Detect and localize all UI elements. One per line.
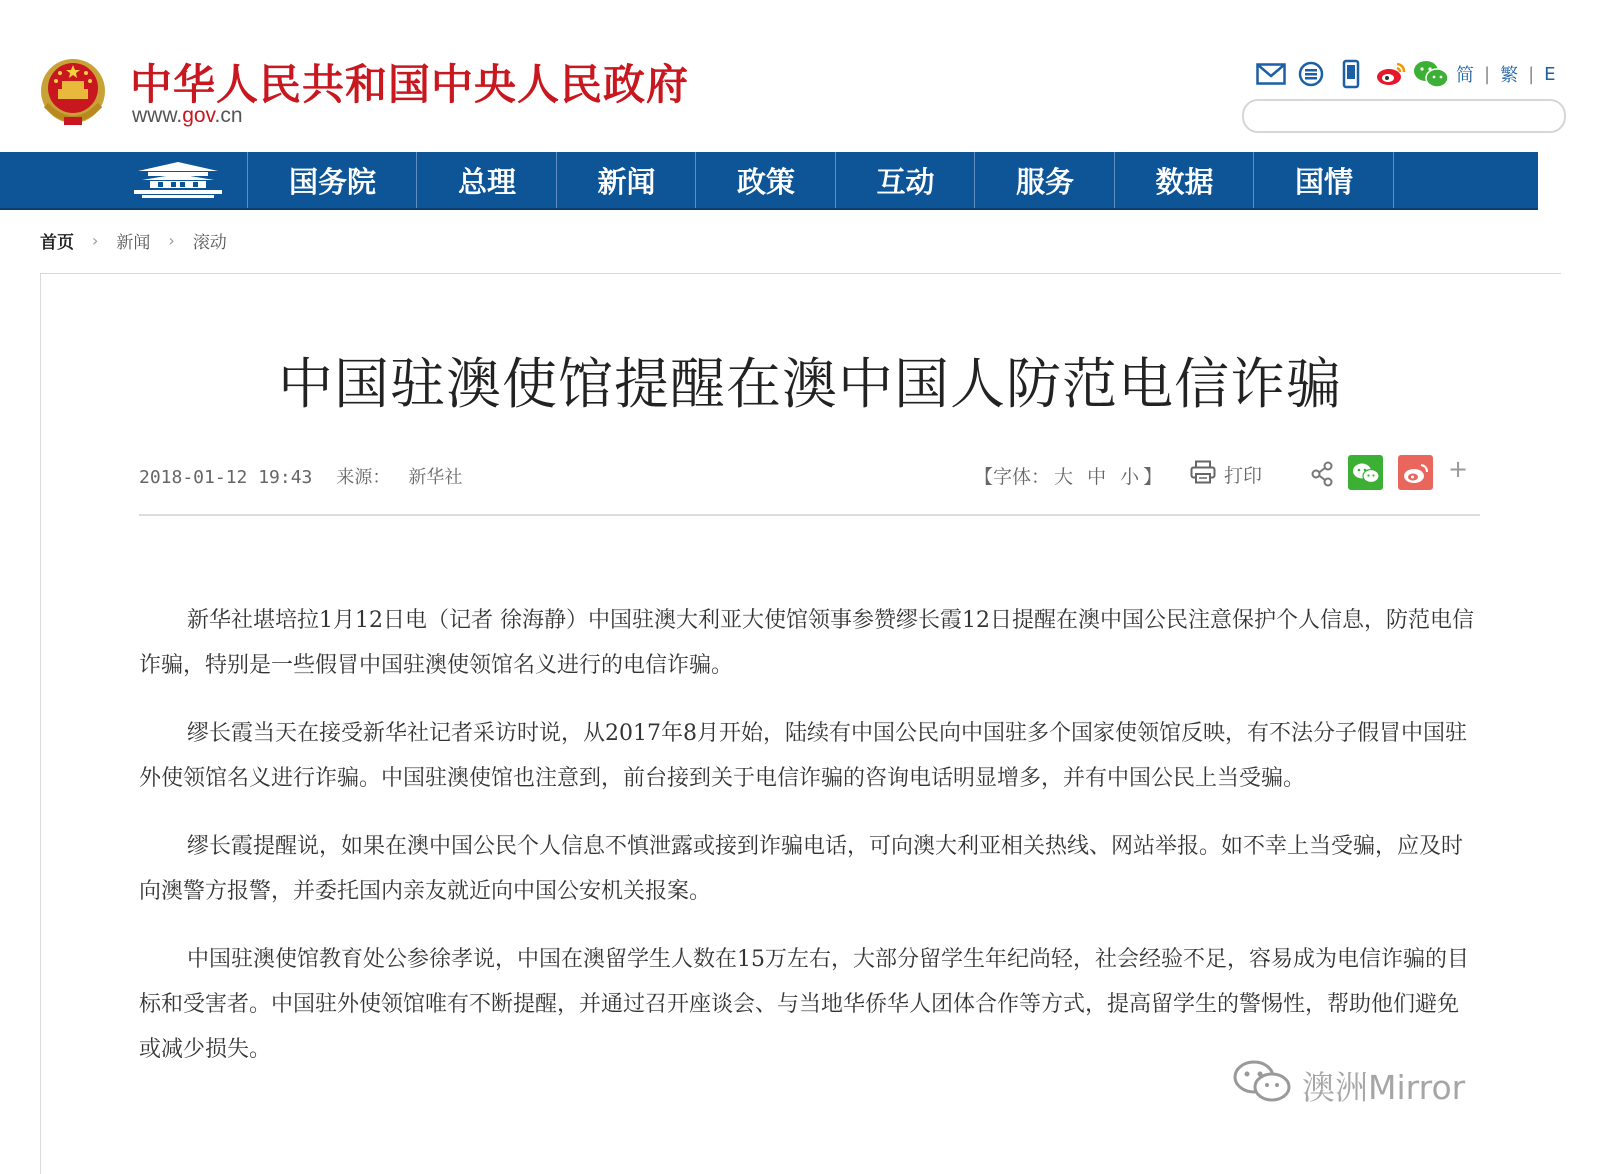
main-nav <box>0 152 1538 210</box>
wechat-share-icon[interactable] <box>1348 455 1383 490</box>
article-paragraph: 中国驻澳使馆教育处公参徐孝说，中国在澳留学生人数在15万左右，大部分留学生年纪尚轻，社会经验不足，容易成为电信诈骗的目标和受害者。中国驻外使领馆唯有不断提醒，并通过召开座谈会、与当地华侨华人团体合作等方式，提高留学生的警惕性，帮助他们避免或减少损失。 <box>139 947 1469 1062</box>
article-title: 中国驻澳使馆提醒在澳中国人防范电信诈骗 <box>277 352 1342 416</box>
font-control-open: 【字体： <box>974 466 1051 488</box>
article-paragraph: 新华社堪培拉1月12日电（记者 徐海静）中国驻澳大利亚大使馆领事参赞缪长霞12日提醒在澳中国公民注意保护个人信息，防范电信诈骗，特别是一些假冒中国驻澳使领馆名义进行的电信诈骗。 <box>139 608 1474 678</box>
rss-icon[interactable] <box>1296 59 1326 89</box>
nav-item-state-council[interactable]: 国务院 <box>247 152 417 208</box>
watermark-text: 澳洲Mirror <box>1302 1067 1466 1107</box>
nav-item-services[interactable]: 服务 <box>974 152 1115 208</box>
watermark <box>1232 1058 1465 1112</box>
lang-english[interactable]: E <box>1544 63 1556 85</box>
article-body <box>139 598 1475 1095</box>
breadcrumb-home[interactable]: 首页 <box>40 233 74 253</box>
nav-item-national-info[interactable]: 国情 <box>1253 152 1394 208</box>
font-size-large[interactable]: 大 <box>1054 466 1074 488</box>
nav-item-data[interactable]: 数据 <box>1114 152 1254 208</box>
chevron-right-icon: › <box>92 231 99 250</box>
mobile-icon[interactable] <box>1336 59 1366 89</box>
printer-icon <box>1190 460 1216 489</box>
meta-divider <box>139 514 1480 516</box>
lang-separator: | <box>1528 63 1535 85</box>
site-url[interactable] <box>132 104 243 128</box>
breadcrumb <box>40 228 227 253</box>
wechat-icon[interactable] <box>1416 59 1446 89</box>
article-meta <box>139 463 462 489</box>
publish-date: 2018-01-12 19:43 <box>139 467 313 488</box>
breadcrumb-news[interactable]: 新闻 <box>116 233 151 253</box>
lang-traditional[interactable]: 繁 <box>1500 65 1519 86</box>
source-label: 来源： <box>336 467 391 488</box>
search-input[interactable] <box>1242 99 1566 133</box>
nav-item-interaction[interactable]: 互动 <box>835 152 975 208</box>
mail-icon[interactable] <box>1256 59 1286 89</box>
breadcrumb-rolling[interactable]: 滚动 <box>192 233 227 253</box>
print-button[interactable] <box>1190 460 1262 489</box>
nav-item-premier[interactable]: 总理 <box>416 152 557 208</box>
article-paragraph: 缪长霞提醒说，如果在澳中国公民个人信息不慎泄露或接到诈骗电话，可向澳大利亚相关热线、网站举报。如不幸上当受骗，应及时向澳警方报警，并委托国内亲友就近向中国公安机关报案。 <box>139 834 1464 904</box>
home-gate-icon[interactable] <box>110 152 246 208</box>
more-share-button[interactable]: + <box>1448 455 1469 483</box>
font-control-close: 】 <box>1143 466 1163 488</box>
lang-simplified[interactable]: 简 <box>1456 65 1474 86</box>
nav-item-news[interactable]: 新闻 <box>556 152 696 208</box>
weibo-icon[interactable] <box>1376 59 1406 89</box>
print-label: 打印 <box>1224 465 1263 487</box>
nav-item-policy[interactable]: 政策 <box>695 152 836 208</box>
wechat-logo-icon <box>1232 1058 1294 1112</box>
site-title[interactable]: 中华人民共和国中央人民政府 <box>130 60 690 109</box>
url-prefix: www. <box>132 104 183 127</box>
nav-divider <box>1393 152 1394 208</box>
url-suffix: .cn <box>214 104 243 127</box>
top-toolbar <box>1256 58 1556 90</box>
chevron-right-icon: › <box>168 231 175 250</box>
national-emblem-logo[interactable] <box>38 55 108 131</box>
lang-separator: | <box>1484 63 1491 85</box>
url-gov: gov <box>182 104 215 127</box>
source-name: 新华社 <box>408 467 463 488</box>
share-icon[interactable] <box>1310 461 1334 491</box>
font-size-control <box>974 462 1162 489</box>
weibo-share-icon[interactable] <box>1398 455 1433 490</box>
font-size-medium[interactable]: 中 <box>1087 466 1107 488</box>
font-size-small[interactable]: 小 <box>1120 466 1140 488</box>
article-paragraph: 缪长霞当天在接受新华社记者采访时说，从2017年8月开始，陆续有中国公民向中国驻多个国家使领馆反映，有不法分子假冒中国驻外使领馆名义进行诈骗。中国驻澳使馆也注意到，前台接到关于电信诈骗的咨询电话明显增多，并有中国公民上当受骗。 <box>139 721 1467 791</box>
